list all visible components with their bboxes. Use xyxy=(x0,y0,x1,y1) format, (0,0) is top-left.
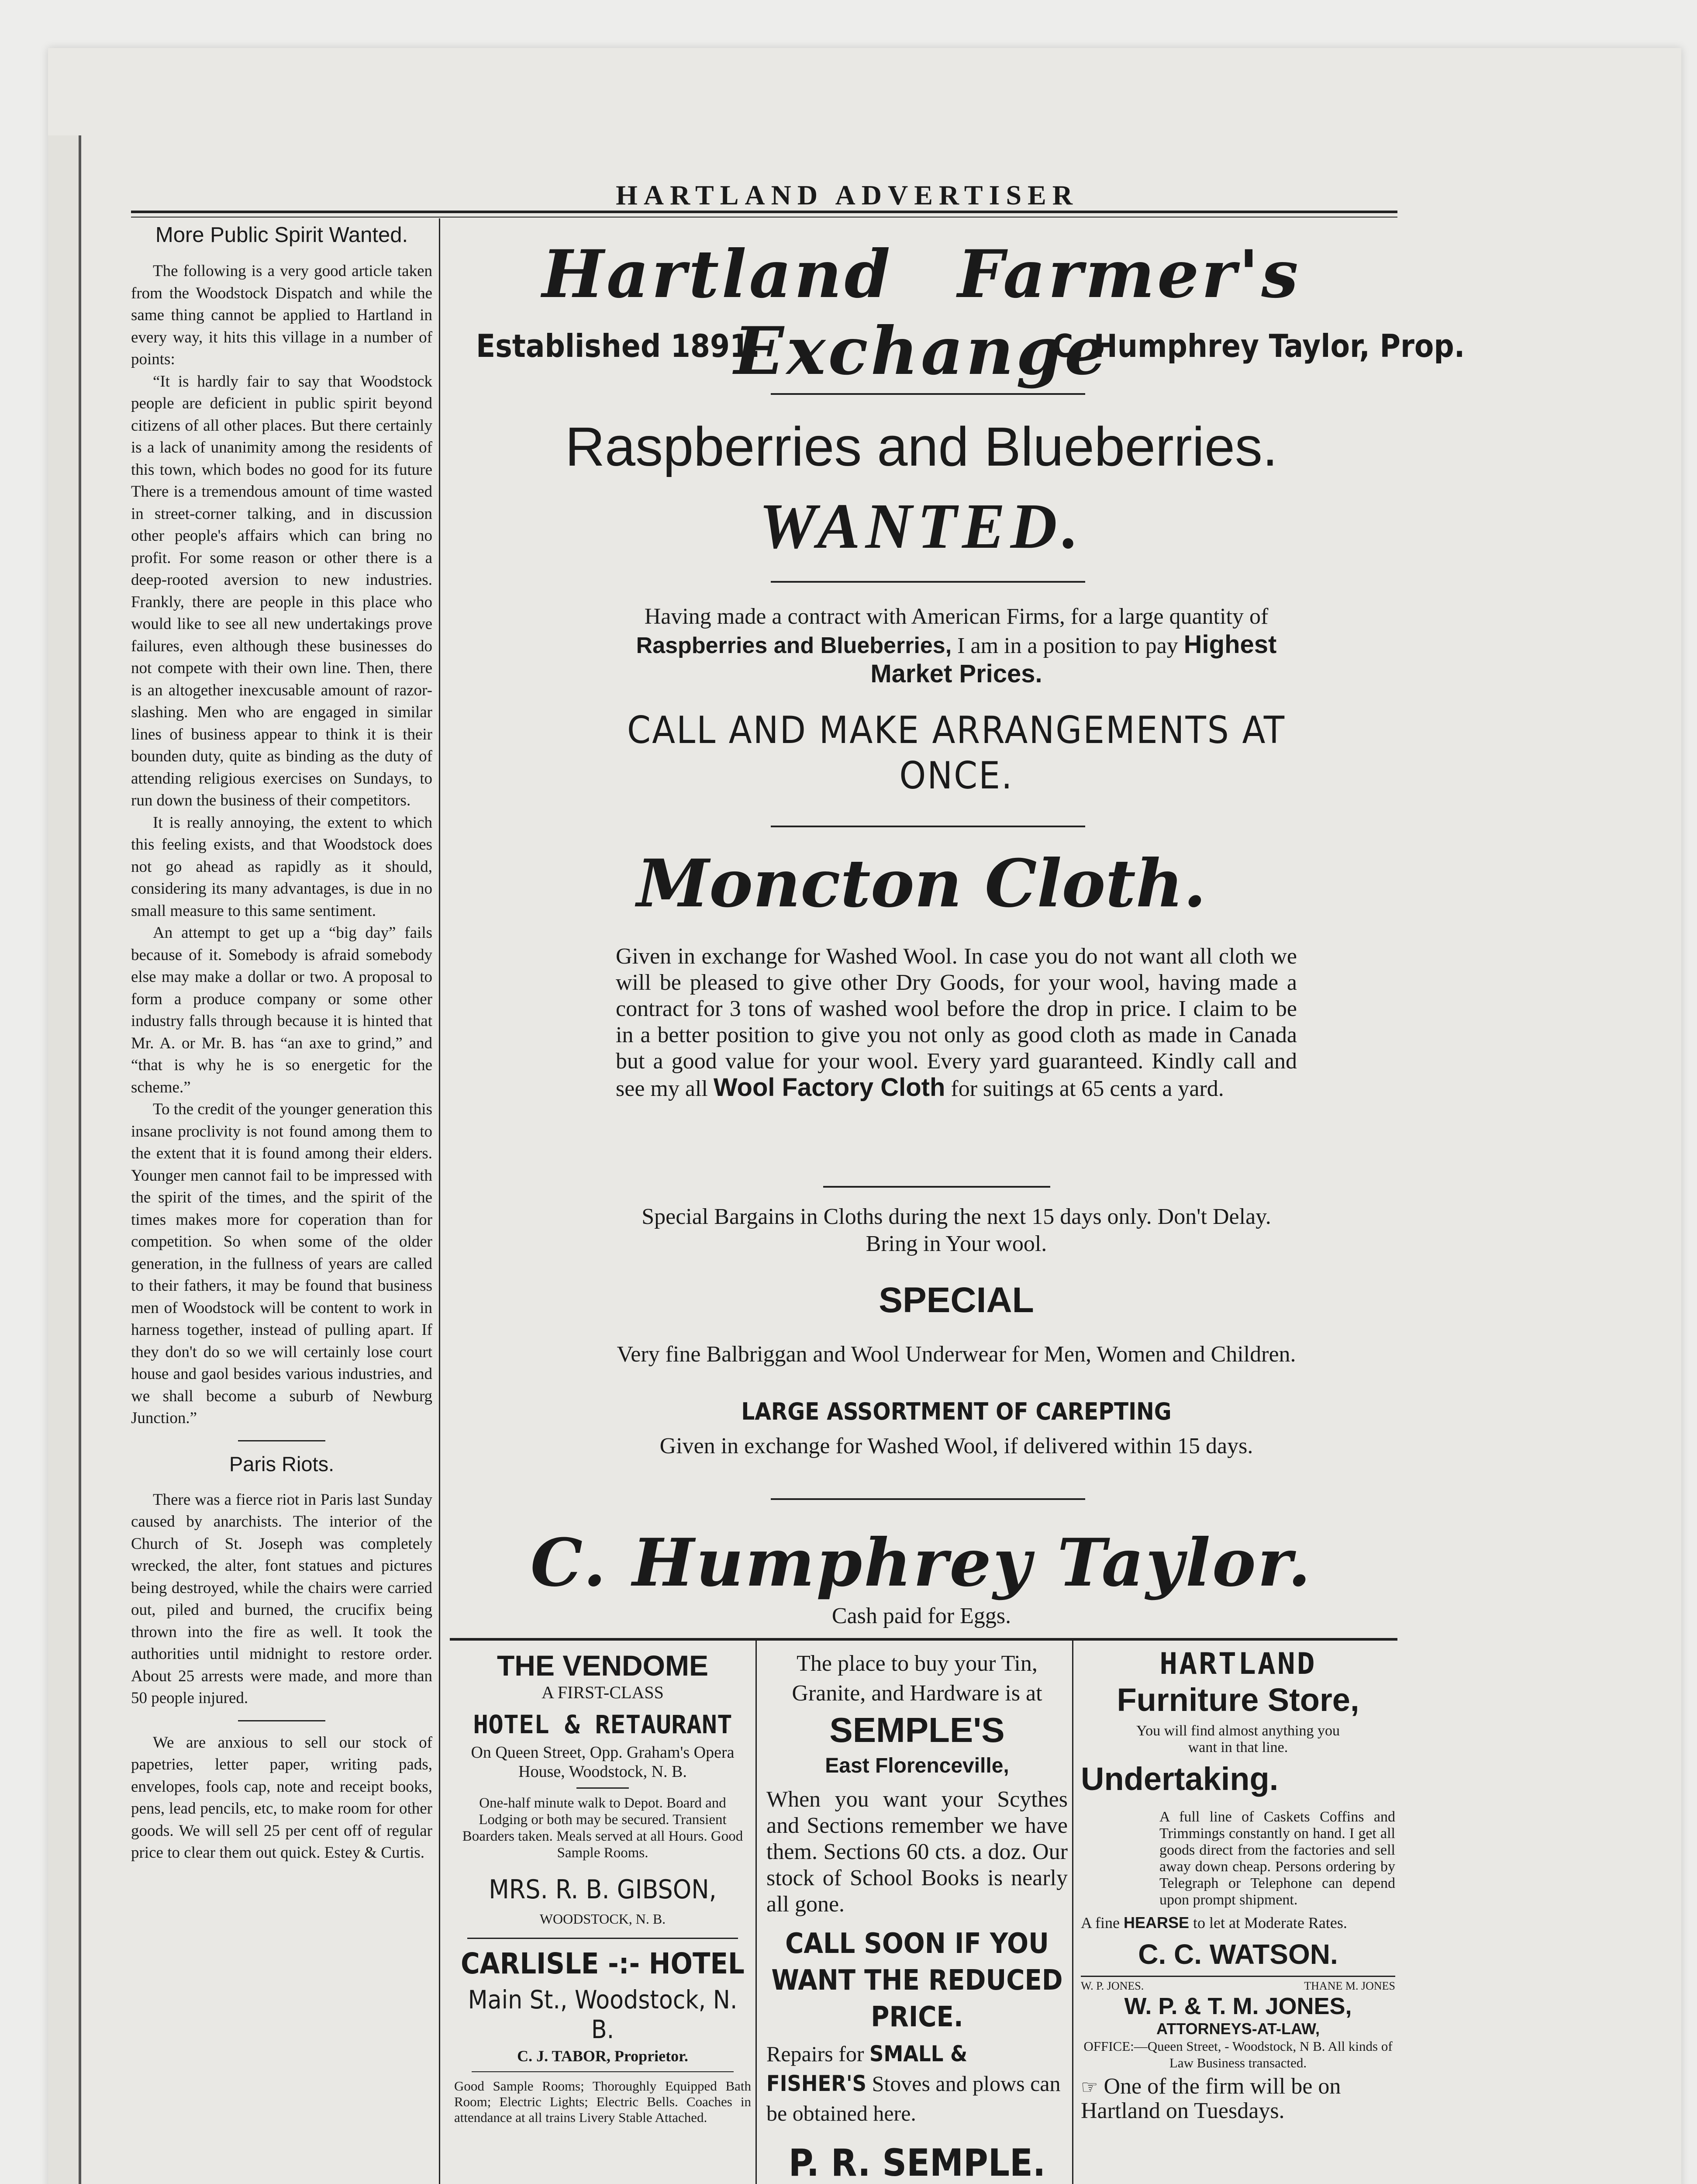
divider xyxy=(467,1938,738,1939)
signature: C. Humphrey Taylor. xyxy=(530,1524,1313,1601)
semple-ad xyxy=(766,1649,1068,2184)
paragraph: We are anxious to sell our stock of papetries, letter paper, writing pads, envelopes, fools cap, note and receipt books, pens, lead pencils, etc, to make room for other goods. We will sell 25 per cent off of regular price to clear them out quick. Estey & Curtis. xyxy=(131,1733,432,1862)
masthead-rule-thin xyxy=(131,217,1397,218)
jones-name: W. P. & T. M. JONES, xyxy=(1124,1993,1352,2019)
text: to let at Moderate Rates. xyxy=(1193,1914,1347,1932)
semple-place: East Florenceville, xyxy=(825,1754,1009,1777)
contract-paragraph xyxy=(616,603,1297,689)
watson-ad xyxy=(1081,1647,1395,2123)
vendome-hotel: HOTEL & RETAURANT xyxy=(473,1710,732,1739)
divider xyxy=(576,1787,629,1789)
divider xyxy=(238,1720,325,1721)
vendome-ad xyxy=(454,1649,751,2125)
ads-divider xyxy=(1072,1641,1073,2184)
vendome-sub: A FIRST-CLASS xyxy=(542,1683,664,1702)
semple-name: SEMPLE'S xyxy=(829,1711,1005,1749)
headline: Raspberries and Blueberries. xyxy=(565,416,1278,477)
vendome-body: One-half minute walk to Depot. Board and Lodging or both may be secured. Transient Boarders taken. Meals served at all Hours. Good Sample Rooms. xyxy=(462,1795,743,1861)
carlisle-proprietor: C. J. TABOR, Proprietor. xyxy=(517,2047,688,2065)
partner-left: W. P. JONES. xyxy=(1081,1980,1144,1992)
newspaper-page xyxy=(48,48,1681,2184)
semple-body: When you want your Scythes and Sections remember we have them. Sections 60 cts. a doz. Our stock of School Books is nearly all gone. xyxy=(766,1787,1068,1917)
watson-undertaking: Undertaking. xyxy=(1081,1761,1279,1797)
column-divider xyxy=(439,218,440,2184)
divider xyxy=(238,1440,325,1441)
text: One of the firm will be on Hartland on Tuesdays. xyxy=(1081,2074,1341,2123)
article-title: More Public Spirit Wanted. xyxy=(155,223,408,247)
eggs: Cash paid for Eggs. xyxy=(831,1603,1011,1628)
ads-top-rule xyxy=(450,1638,1397,1641)
jones-office: OFFICE:—Queen Street, - Woodstock, N B. All kinds of Law Business transacted. xyxy=(1083,2039,1393,2070)
text: Given in exchange for Washed Wool. In case you do not want all cloth we will be pleased to give other Dry Goods, for your wool, having made a contract for 3 tons of washed wool before the drop in price. I claim to be in a better position to give you not only as good cloth as made in Canada but a good value for your wool. Every yard guaranteed. Kindly call and see my all xyxy=(616,944,1297,1101)
paragraph: The following is a very good article taken from the Woodstock Dispatch and while the same thing cannot be applied to Hartland in every way, it hits this village in a number of points: xyxy=(131,262,432,368)
divider xyxy=(771,1498,1085,1500)
watson-sub: You will find almost anything you want in that line. xyxy=(1136,1723,1340,1755)
carlisle-address: Main St., Woodstock, N. B. xyxy=(468,1985,738,2044)
proprietor: C. Humphrey Taylor, Prop. xyxy=(1052,328,1465,364)
article-body xyxy=(131,260,432,1430)
call-arrangements: CALL AND MAKE ARRANGEMENTS AT ONCE. xyxy=(627,708,1286,798)
paragraph: To the credit of the younger generation this insane proclivity is not found among them to the extent that it is found among their elders. Younger men cannot fail to be impressed with the spirit of the times, and the spirit of the times makes more for coperation than for competition. So when some of the older generation, in the fullness of years are called to their fathers, it may be found that business men of Woodstock will be content to work in harness together, instead of pulling apart. If they don't do so we will certainly lose court house and gaol besides various industries, and we shall become a suburb of Newburg Junction.” xyxy=(131,1100,432,1427)
carpeting-text: Given in exchange for Washed Wool, if delivered within 15 days. xyxy=(659,1434,1253,1458)
text: I am in a position to pay xyxy=(957,633,1178,658)
semple-intro: The place to buy your Tin, Granite, and Hardware is at xyxy=(792,1651,1042,1706)
watson-store: Furniture Store, xyxy=(1117,1682,1359,1718)
watson-hearse xyxy=(1081,1914,1395,1932)
divider xyxy=(472,2071,734,2072)
pointing-hand-icon: ☞ xyxy=(1081,2077,1098,2098)
vendome-owner: MRS. R. B. GIBSON, xyxy=(489,1874,717,1905)
left-column xyxy=(131,223,432,1864)
divider xyxy=(771,581,1085,583)
bargains: Special Bargains in Cloths during the next 15 days only. Don't Delay. Bring in Your wool. xyxy=(642,1204,1271,1256)
divider xyxy=(771,393,1085,395)
vendome-title: THE VENDOME xyxy=(497,1649,709,1682)
established: Established 1891. xyxy=(476,328,760,364)
watson-head: HARTLAND xyxy=(1159,1647,1317,1681)
hearse: HEARSE xyxy=(1123,1914,1190,1932)
highest-prices: Highest Market Prices. xyxy=(870,630,1277,688)
ads-divider xyxy=(755,1641,757,2184)
masthead: HARTLAND ADVERTISER xyxy=(616,180,1079,211)
facing-page-edge xyxy=(48,135,81,2184)
paragraph: There was a fierce riot in Paris last Sunday caused by anarchists. The interior of the Church of St. Joseph was completely wrecked, the alter, font statues and pictures being destroyed, while the chairs were carried out, piled and burned, the crucifix being thrown into the fire as well. It took the authorities until midnight to restore order. About 25 arrests were made, and more than 50 people injured. xyxy=(131,1490,432,1707)
text: Repairs for xyxy=(766,2042,864,2066)
masthead-rule xyxy=(131,211,1397,213)
text: Having made a contract with American Firms, for a large quantity of xyxy=(644,604,1269,629)
paragraph: “It is hardly fair to say that Woodstock people are deficient in public spirit beyond citizens of all other places. But there certainly is a lack of unanimity among the residents of this town, which bodes no good for its future There is a tremendous amount of time wasted in street-corner talking, and in discussion other people's affairs which can bring no profit. For some reason or other there is a deep-rooted aversion to new industries. Frankly, there are people in this place who would like to see all new undertakings prove failures, even although these businesses do not compete with their own line. Then, there is an altogether inexcusable amount of razor-slashing. Men who are engaged in similar lines of business appear to think it is their bounden duty, quite as binding as the duty of attending religious exercises on Sundays, to run down the business of their competitors. xyxy=(131,372,432,809)
divider xyxy=(823,1186,1050,1188)
underwear: Very fine Balbriggan and Wool Underwear for Men, Women and Children. xyxy=(617,1342,1296,1367)
carlisle-body: Good Sample Rooms; Thoroughly Equipped Bath Room; Electric Lights; Electric Bells. Coaches in attendance at all trains Livery Stable Attached. xyxy=(454,2078,751,2125)
semple-call: CALL SOON IF YOU WANT THE REDUCED PRICE. xyxy=(771,1928,1063,2033)
small-fisher: SMALL & FISHER'S xyxy=(766,2041,968,2096)
wanted: WANTED. xyxy=(759,491,1084,562)
text: for suitings at 65 cents a yard. xyxy=(951,1076,1224,1101)
semple-repairs xyxy=(766,2039,1068,2128)
text: A fine xyxy=(1081,1914,1120,1932)
semple-signature: P. R. SEMPLE. xyxy=(788,2141,1046,2184)
vendome-town: WOODSTOCK, N. B. xyxy=(539,1911,666,1927)
wool-factory-cloth: Wool Factory Cloth xyxy=(713,1073,945,1102)
jones-note xyxy=(1081,2075,1395,2123)
cloth-paragraph xyxy=(616,943,1297,1102)
divider xyxy=(1081,1976,1395,1977)
watson-body: A full line of Caskets Coffins and Trimmings constantly on hand. I get all goods direct from the factories and sell away down cheap. Persons ordering by Telegraph or Telephone can depend upon prompt shipment. xyxy=(1159,1809,1395,1908)
text: Stoves and plows can be obtained here. xyxy=(766,2071,1061,2125)
notice xyxy=(131,1732,432,1864)
special: SPECIAL xyxy=(879,1280,1034,1320)
vendome-address: On Queen Street, Opp. Graham's Opera House, Woodstock, N. B. xyxy=(471,1743,735,1781)
jones-title: ATTORNEYS-AT-LAW, xyxy=(1156,2020,1320,2038)
divider xyxy=(771,826,1085,827)
jones-partners xyxy=(1081,1980,1395,1993)
paragraph: It is really annoying, the extent to which this feeling exists, and that Woodstock does not go ahead as rapidly as it should, considering its many advantages, is due in no small measure to this same sentiment. xyxy=(131,813,432,920)
bold-text: Raspberries and Blueberries, xyxy=(636,633,952,658)
partner-right: THANE M. JONES xyxy=(1304,1980,1395,1992)
carlisle-title: CARLISLE -:- HOTEL xyxy=(461,1947,745,1980)
exchange-title: Hartland Farmer's Exchange xyxy=(542,236,1301,390)
moncton-cloth: Moncton Cloth. xyxy=(636,845,1207,922)
carpeting-heading: LARGE ASSORTMENT OF CAREPTING xyxy=(741,1398,1172,1425)
paragraph: An attempt to get up a “big day” fails because of it. Somebody is afraid somebody else may make a dollar or two. A proposal to form a produce company or some other industry falls through because it is hinted that Mr. A. or Mr. B. has “an axe to grind,” and “that is why he is so energetic for the scheme.” xyxy=(131,924,432,1096)
article-title: Paris Riots. xyxy=(229,1452,335,1476)
article-body xyxy=(131,1489,432,1710)
watson-name: C. C. WATSON. xyxy=(1138,1939,1338,1970)
